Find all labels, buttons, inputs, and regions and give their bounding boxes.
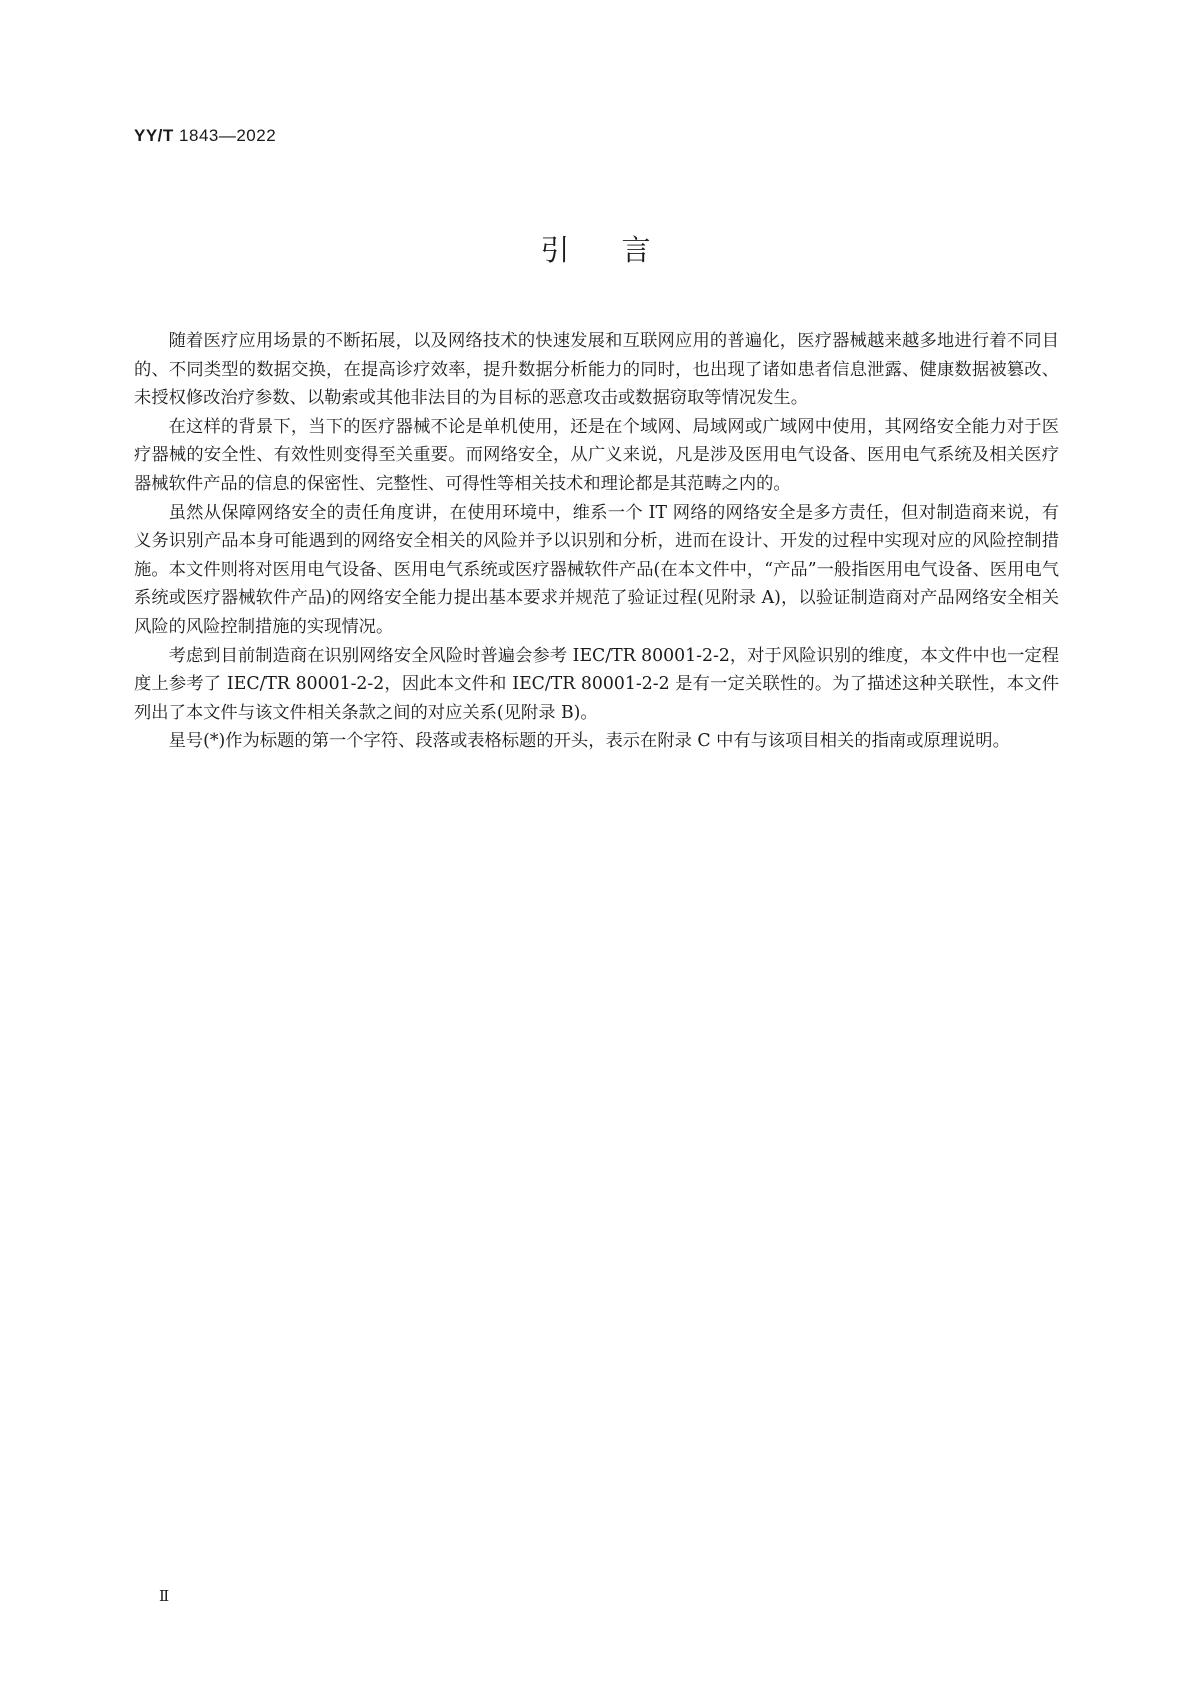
standard-code-number: 1843—2022: [179, 126, 277, 145]
paragraph-2: 在这样的背景下，当下的医疗器械不论是单机使用，还是在个域网、局域网或广域网中使用，其网络安全能力对于医疗器械的安全性、有效性则变得至关重要。而网络安全，从广义来说，凡是涉及医用电气设备、医用电气系统及相关医疗器械软件产品的信息的保密性、完整性、可得性等相关技术和理论都是其范畴之内的。: [134, 416, 1059, 494]
paragraph-1: 随着医疗应用场景的不断拓展，以及网络技术的快速发展和互联网应用的普遍化，医疗器械越来越多地进行着不同目的、不同类型的数据交换，在提高诊疗效率，提升数据分析能力的同时，也出现了诸如患者信息泄露、健康数据被篡改、未授权修改治疗参数、以勒索或其他非法目的为目标的恶意攻击或数据窃取等情况发生。: [134, 331, 1059, 409]
introduction-body: [134, 327, 1059, 756]
paragraph-3: 虽然从保障网络安全的责任角度讲，在使用环境中，维系一个 IT 网络的网络安全是多方责任，但对制造商来说，有义务识别产品本身可能遇到的网络安全相关的风险并予以识别和分析，进而在设计、开发的过程中实现对应的风险控制措施。本文件则将对医用电气设备、医用电气系统或医疗器械软件产品(在本文件中，“产品”一般指医用电气设备、医用电气系统或医疗器械软件产品)的网络安全能力提出基本要求并规范了验证过程(见附录 A)，以验证制造商对产品网络安全相关风险的风险控制措施的实现情况。: [134, 502, 1059, 637]
standard-code: [134, 126, 276, 146]
paragraph-5: 星号(*)作为标题的第一个字符、段落或表格标题的开头，表示在附录 C 中有与该项目相关的指南或原理说明。: [168, 731, 1010, 752]
page-number: Ⅱ: [159, 1589, 170, 1605]
paragraph-4: 考虑到目前制造商在识别网络安全风险时普遍会参考 IEC/TR 80001-2-2，对于风险识别的维度，本文件中也一定程度上参考了 IEC/TR 80001-2-2，因此本文件和 IEC/TR 80001-2-2 是有一定关联性的。为了描述这种关联性，本文件列出了本文件与该文件相关条款之间的对应关系(见附录 B)。: [134, 645, 1059, 723]
page-title: 引言: [540, 233, 703, 267]
standard-code-prefix: YY/T: [134, 126, 174, 145]
